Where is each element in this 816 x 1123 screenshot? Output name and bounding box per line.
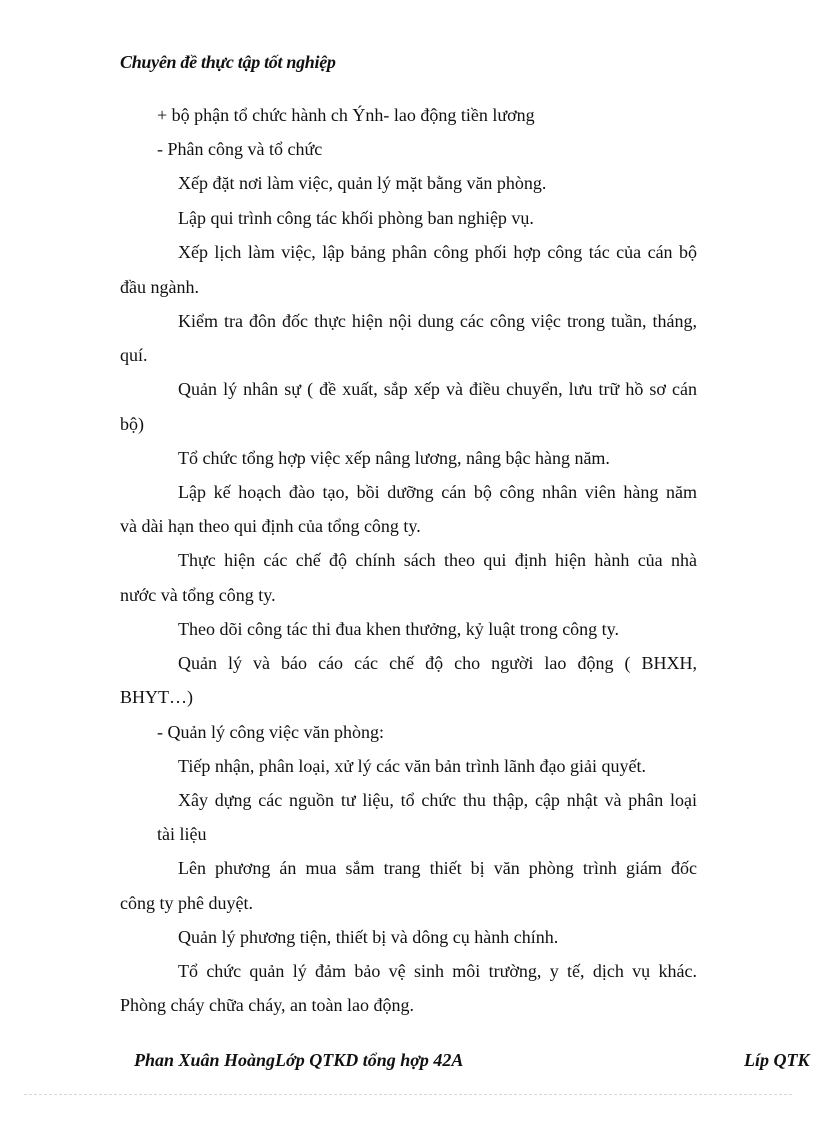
text-line: công ty phê duyệt.	[120, 893, 253, 913]
text-line: Quản lý và báo cáo các chế độ cho người lao động ( BHXH,	[178, 653, 697, 673]
text-line: đầu ngành.	[120, 277, 199, 297]
text-line: bộ)	[120, 414, 144, 434]
text-line: và dài hạn theo qui định của tổng công ty.	[120, 516, 421, 536]
text-line: Theo dõi công tác thi đua khen thưởng, kỷ luật trong công ty.	[178, 619, 620, 639]
text-line: + bộ phận tổ chức hành ch Ýnh- lao động tiền lương	[157, 105, 535, 125]
text-line: Quản lý nhân sự ( đề xuất, sắp xếp và điều chuyển, lưu trữ hồ sơ cán	[178, 379, 697, 399]
document-header: Chuyên đề thực tập tốt nghiệp	[120, 52, 336, 72]
text-line: Lập kế hoạch đào tạo, bồi dưỡng cán bộ công nhân viên hàng năm	[178, 482, 697, 502]
text-line: Xây dựng các nguồn tư liệu, tổ chức thu thập, cập nhật và phân loại	[178, 790, 697, 810]
text-line: Tổ chức tổng hợp việc xếp nâng lương, nâng bậc hàng năm.	[178, 448, 610, 468]
text-line: tài liệu	[157, 824, 207, 844]
text-line: nước và tổng công ty.	[120, 585, 276, 605]
text-line: Xếp lịch làm việc, lập bảng phân công phối hợp công tác của cán bộ	[178, 242, 697, 262]
text-line: quí.	[120, 345, 148, 365]
text-line: Tiếp nhận, phân loại, xử lý các văn bản trình lãnh đạo giải quyết.	[178, 756, 646, 776]
text-line: - Quản lý công việc văn phòng:	[157, 722, 384, 742]
footer-class-truncated: Líp QTK	[744, 1050, 810, 1070]
text-line: Kiểm tra đôn đốc thực hiện nội dung các công việc trong tuần, tháng,	[178, 311, 697, 331]
text-line: Thực hiện các chế độ chính sách theo qui định hiện hành của nhà	[178, 550, 697, 570]
text-line: Quản lý phương tiện, thiết bị và dông cụ hành chính.	[178, 927, 559, 947]
text-line: Tổ chức quản lý đảm bảo vệ sinh môi trường, y tế, dịch vụ khác.	[178, 961, 697, 981]
page-bottom-rule	[24, 1094, 792, 1095]
footer-author-class: Phan Xuân HoàngLớp QTKD tổng hợp 42A	[134, 1050, 464, 1070]
text-line: Lên phương án mua sắm trang thiết bị văn phòng trình giám đốc	[178, 858, 697, 878]
text-line: BHYT…)	[120, 687, 193, 707]
text-line: Phòng cháy chữa cháy, an toàn lao động.	[120, 995, 415, 1015]
text-line: Lập qui trình công tác khối phòng ban nghiệp vụ.	[178, 208, 534, 228]
text-line: Xếp đặt nơi làm việc, quản lý mặt bằng văn phòng.	[178, 173, 547, 193]
text-line: - Phân công và tổ chức	[157, 139, 323, 159]
